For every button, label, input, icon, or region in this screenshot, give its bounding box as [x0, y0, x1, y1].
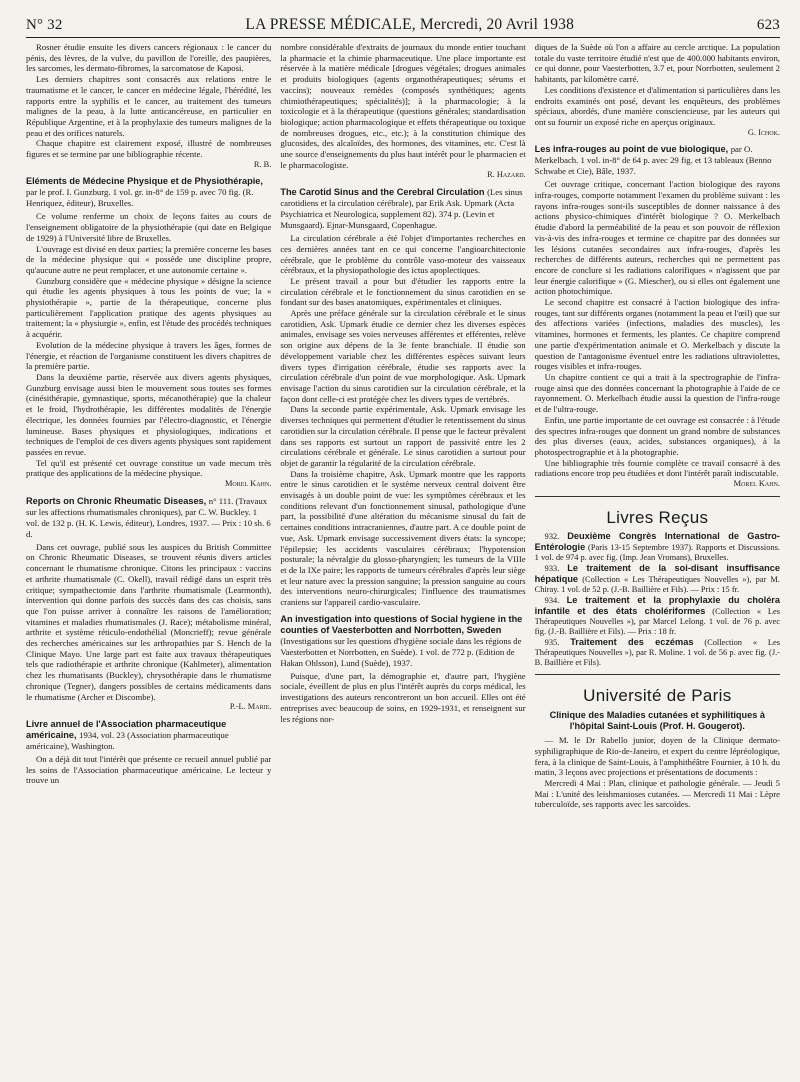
column-right: [535, 42, 780, 810]
paragraph: Rosner étudie ensuite les divers cancers régionaux : le cancer du pénis, des lèvres, de la vulve, du pavillon de l'oreille, des paupières, les sarcomes, les dermato-fibromes, la sarcomatose de Kaposi.: [26, 42, 272, 74]
paragraph: Tel qu'il est présenté cet ouvrage constitue un vade mecum très pratique des applications de la médecine physique.: [26, 457, 272, 479]
review-title: Reports on Chronic Rheumatic Diseases,: [26, 495, 207, 506]
paragraph: Les conditions d'existence et d'alimentation si particulières dans les endroits examinés ont posé, devant les enquêteurs, des problèmes spéciaux, abordés, d'une manière consciencieuse, par les auteurs qui ont su fournir un exposé riche en aperçus originaux.: [534, 84, 780, 127]
text-columns: [26, 42, 780, 810]
review-title: The Carotid Sinus and the Cerebral Circulation: [280, 187, 485, 198]
book-details: (Collection « Les Thérapeutiques Nouvelles »), par M. Chiray. 1 vol. de 52 p. (J.-B. Baillière et Fils). — Prix : 15 fr.: [534, 575, 780, 595]
review-reference: (Les sinus carotidiens et la circulation cérébrale), par Erik Ask. Upmark (Acta Psychiatrica et Neurologica, supplement 82). 374 p. (Levin et Munsgaard). Ejnar-Munsgaard, Copenhague.: [280, 187, 523, 231]
section-heading-livres: Livres Reçus: [606, 507, 709, 527]
paragraph: Dans la deuxième partie, réservée aux divers agents physiques, Gunzburg envisage aussi bien le mouvement sous toutes ses formes (cinésithérapie, gymnastique, sports, mécanothérapie) que la chaleur et le froid, l'hydrothérapie, les différentes modalités de l'énergie électrique, les données fournies par l'électro-diagnostic, et l'énergie lumineuse. Bases physiques et physiologiques, indications et techniques de l'emploi de ces divers agents physiques sont rapidement passées en revue.: [26, 371, 272, 457]
paragraph: Puisque, d'une part, la démographie et, d'autre part, l'hygiène sociale, éveillent de plus en plus l'intérêt auprès du corps médical, les investigations des auteurs rencontreront un bon accueil. Elles ont été entreprises avec beaucoup de soins, en 1929-1931, et renseignent sur les régions nor-: [280, 670, 526, 724]
review-title: Livre annuel de l'Association pharmaceutique américaine,: [26, 718, 227, 740]
signature: Morel Kahn.: [224, 479, 272, 489]
section-rule: [535, 674, 780, 675]
journal-title: LA PRESSE MÉDICALE, Mercredi, 20 Avril 1938: [245, 16, 575, 33]
paragraph: Evolution de la médecine physique à travers les âges, formes de l'énergie, et réaction de l'organisme constituent les divers chapitres de la première partie.: [26, 339, 272, 372]
signature: G. Ichok.: [747, 127, 780, 137]
paragraph: Chaque chapitre est clairement exposé, illustré de nombreuses figures et se termine par une bibliographie récente.: [26, 138, 272, 160]
signature: P.-L. Marie.: [229, 702, 272, 712]
paragraph: Dans cet ouvrage, publié sous les auspices du British Committee on Chronic Rheumatic Diseases, se trouvent réunis divers articles concernant le rhumatisme chronique. Citons les principaux : vaccins et arthrite rhumatismale (C. Okell), travail rédigé dans un esprit très critique; sympathectomie dans l'arthrite rhumatismale (Learmonth), intervention qui donne parfois des succès dans des cas choisis, sans que l'on puisse arriver à connaître les raisons de l'amélioration; vitamines et maladies rhumatismales (J. Race); métabolisme minéral, arthrite et système réticulo-endothélial (Moncrieff); revue générale des recherches américaines sur les arthropathies par S. Hench de la Clinique Mayo. Une large part est faite aux travaux thérapeutiques tels que radiothérapie et arthrite chronique (Kahlmeter), alimentation chez les rhumatisants (Buckley), chrysothérapie dans le rhumatisme chronique (Tegner), dangers possibles de certains médicaments dans le rhumatisme (Archer et Discombe).: [26, 541, 272, 702]
book-title: Deuxième Congrès International de Gastro-Entérologie: [534, 531, 780, 553]
paragraph: On a déjà dit tout l'intérêt que présente ce recueil annuel publié par les soins de l'Association pharmaceutique américaine. Le lecteur y trouve un: [26, 753, 272, 786]
review-reference: par le prof. I. Gunzburg. 1 vol. gr. in-8° de 159 p. avec 70 fig. (R. Henriquez, éditeur), Bruxelles.: [26, 187, 254, 209]
review-heading: [26, 719, 271, 752]
book-number: 934.: [544, 596, 560, 606]
paragraph: — M. le Dr Rabello junior, doyen de la Clinique dermato-syphiligraphique de Rio-de-Janeiro, et expert du centre lépréologique, fera, à la clinique de Saint-Louis, à l'amphithéâtre Fournier, à 10 h. du matin, 3 leçons avec projections et présentations de documents :: [534, 735, 780, 778]
paragraph: Une bibliographie très fournie complète ce travail consacré à des radiations encore trop peu étudiées et dont l'intérêt paraît indiscutable.: [534, 457, 780, 479]
paragraph: Le présent travail a pour but d'étudier les rapports entre la circulation cérébrale et le fonctionnement du sinus carotidien en se fondant sur des bases anatomiques, expérimentales et cliniques.: [280, 275, 526, 308]
book-entry: [535, 531, 780, 563]
review-title: Eléments de Médecine Physique et de Physiothérapie,: [26, 176, 263, 187]
review-heading: [535, 144, 780, 177]
paragraph: Enfin, une partie importante de cet ouvrage est consacrée : à l'étude des spectres infra-rouges que donnent un grand nombre de substances des plus diverses (eaux, acides, substances organiques), à la photospectrographie et à la photographie.: [534, 414, 780, 457]
book-entry: [535, 637, 780, 668]
page-number: 623: [756, 17, 780, 33]
paragraph: diques de la Suède où l'on a affaire au cercle arctique. La population totale du vaste territoire étudié n'est que de 400.000 habitants environ, ce qui donne, pour Vaesterbotten, 3.7 et, pour Norrbotten, seulement 2 habitants, par kilomètre carré.: [534, 42, 780, 85]
review-title: An investigation into questions of Social hygiene in the counties of Vaesterbotten and Norrbotten, Sweden: [280, 613, 523, 635]
paragraph: La circulation cérébrale a été l'objet d'importantes recherches en ces dernières années tant en ce qui concerne l'angioarchitectonie cérébrale, que le problème du contrôle vaso-moteur des vaisseaux cérébraux, et la physiopathologie des ictus apoplectiques.: [280, 233, 526, 276]
paragraph: nombre considérable d'extraits de journaux du monde entier touchant la pharmacie et la chimie pharmaceutique. Une place importante est réservée à la matière médicale [drogues végétales; drogues animales et produits biologiques (agents organothérapeutiques; sérums et vaccins); nouveaux remèdes (composés synthétiques; agents chimiothérapeutiques; spécialités)]; à la pharmacologie; à la toxicologie et à la thérapeutique (questions générales; standardisation biologique; action pharmacologique et effets thérapeutique ou toxique de nombreuses drogues, etc., etc.); à la constitution chimique des glucosides, des alcaloïdes, des hormones, des vitamines, etc. C'est là une source d'enseignements du plus haut intérêt pour le pharmacien et le pharmacologiste.: [280, 42, 526, 170]
book-entry: [535, 563, 780, 595]
paragraph: L'ouvrage est divisé en deux parties; la première concerne les bases de la médecine physique qui « possède une discipline propre, qu'aucune autre ne peut remplacer, et une autonomie certaine ».: [26, 243, 272, 275]
paragraph: Le second chapitre est consacré à l'action biologique des infra-rouges, tant sur différents organes (notamment la peau et l'œil) que sur des affections variées (infections, maladies des muscles), les vitamines, hormones et ferments, les plantes. Ce chapitre comprend une partie d'expérimentation animale et O. Merkelbach y discute la question de l'antagonisme éventuel entre les radiations ultraviolettes, rouges visibles et infra-rouges.: [534, 297, 780, 372]
book-entry: [535, 595, 780, 637]
review-reference: 1934, vol. 23 (Association pharmaceutique américaine), Washington.: [26, 729, 229, 751]
book-title: Le traitement et la prophylaxie du choléra infantile et des états cholériformes: [534, 595, 780, 617]
header-rule: [26, 37, 780, 38]
paragraph: Après une préface générale sur la circulation cérébrale et le sinus carotidien, Ask. Upmark étudie ce dernier chez les diverses espèces animales, envisage ses voies nerveuses afférentes et efférentes, relève son origine aux dépens de la 3e fente branchiale. Il étudie son développement variable chez les différentes espèces suivant leurs divers types d'irrigation cérébrale, étudie ses rapports avec la circulation cérébrale d'un point de vue morphologique. Ask. Upmark envisage l'action du sinus carotidien sur la circulation cérébrale, et la façon dont celle-ci est protégée chez les divers types de vertébrés.: [280, 308, 526, 404]
review-heading: [280, 614, 525, 669]
page-header: [26, 16, 780, 34]
paragraph: Cet ouvrage critique, concernant l'action biologique des rayons infra-rouges, comporte notamment l'examen du problème suivant : les rayons infra-rouges sont-ils susceptibles de donner naissance à des actions physico-chimiques d'intérêt biologique ? O. Merkelbach étudie d'abord la perméabilité de la peau et son pouvoir de réflexion vis-à-vis des infra-rouges et termine ce chapitre par des données sur les lésions cutanées secondaires aux infra-rouges, d'après les recherches de différents auteurs, recherches qui ne permettent pas encore de conclure si les radiations calorifiques « n'agissent que par leur énergie calorifique » (G. Miescher), ou si elles ont également une action photochimique.: [534, 179, 780, 297]
signature: Morel Kahn.: [733, 479, 780, 489]
issue-number: N° 32: [26, 17, 63, 33]
paragraph: Un chapitre contient ce qui a trait à la spectrographie de l'infra-rouge ainsi que des données concernant la photographie à l'aide de ce rayonnement. O. Merkelbach étudie aussi la question de l'infra-rouge et de l'ultra-rouge.: [534, 371, 780, 415]
paragraph: Mercredi 4 Mai : Plan, clinique et pathologie générale. — Jeudi 5 Mai : L'unité des leishmanioses cutanées. — Mercredi 11 Mai : Lèpre tuberculoïde, ses rapports avec les sarcoïdes.: [534, 777, 780, 810]
review-title: Les infra-rouges au point de vue biologique,: [534, 144, 729, 155]
column-left: [26, 42, 271, 786]
book-number: 933.: [544, 564, 560, 574]
review-reference: n° 111. (Travaux sur les affections rhumatismales chroniques), par C. W. Buckley. 1 vol. de 132 p. (H. K. Lewis, éditeur), Londres, 1937. — Prix : 10 sh. 6 d.: [26, 495, 271, 539]
signature: R. Hazard.: [487, 170, 526, 180]
book-number: 932.: [544, 532, 560, 542]
paragraph: Dans la seconde partie expérimentale, Ask. Upmark envisage les diverses techniques qui permettent d'étudier le retentissement du sinus carotidien sur la circulation cérébrale. Il pense que le facteur prévalent dans ses rapports est surtout un rapport de passivité entre les 2 circulations cérébrale et générale. Le sinus carotidien a surtout pour objet de garantir la régularité de la circulation cérébrale.: [280, 404, 526, 468]
signature: R. B.: [253, 159, 272, 169]
book-details: (Paris 13-15 Septembre 1937). Rapports et Discussions. 1 vol. de 974 p. avec fig. (Imp. Jean Vromans), Bruxelles.: [534, 543, 780, 563]
book-details: (Collection « Les Thérapeutiques Nouvelles »), par Marcel Lelong. 1 vol. de 76 p. avec fig. (J.-B. Baillière et Fils). — Prix : 18 fr.: [534, 607, 780, 637]
review-heading: [280, 187, 525, 231]
paragraph: Dans la troisième chapitre, Ask. Upmark montre que les rapports entre le sinus carotidien et le système nerveux central doivent être envisagés à un double point de vue: les symptômes cérébraux et les conditions relevant d'un fonctionnement sinusal, pathologique d'une part, la possibilité d'une altération du mécanisme sinusal du fait de certaines conditions intracraniennes, d'autre part. A ce double point de vue, Ask. Upmark envisage successivement divers états: la syncope; l'épilepsie; les accidents vasculaires cérébraux; l'hypotension posturale; la névralgie du glosso-pharyngien; les tumeurs de la VIIIe et de la IXe paire; les rapports de tumeurs cérébrales d'après leur siège et leur nature avec la pression sanguine; la pression sanguine au cours des interventions neuro-chirurgicales; l'influence des traumatismes craniens sur l'appareil cardio-vasculaire.: [280, 468, 526, 608]
paragraph: Les derniers chapitres sont consacrés aux relations entre le traumatisme et le cancer, le cancer en médecine légale, l'hérédité, les rapports entre la syphilis et le cancer, au traitement des tumeurs malignes de la peau, à la lutte anticancéreuse, en particulier en République Argentine, et à la prophylaxie des tumeurs malignes de la peau et des orifices naturels.: [26, 74, 272, 138]
book-number: 935.: [544, 638, 560, 648]
paragraph: Gunzburg considère que « médecine physique » désigne la science qui étudie les agents physiques à tous les points de vue; la « physiothérapie », partie de la thérapeutique, concerne plus particulièrement l'application pratique des agents physiques au traitement; la « physiurgie », enfin, est l'étude des procédés techniques à acquérir.: [26, 275, 272, 340]
review-reference: par O. Merkelbach. 1 vol. in-8° de 64 p. avec 29 fig. et 13 tableaux (Benno Schwabe et Cie), Bâle, 1937.: [534, 144, 772, 177]
books-received-list: [535, 531, 780, 668]
book-details: (Collection « Les Thérapeutiques Nouvelles »), par R. Moline. 1 vol. de 56 p. avec fig. (J.-B. Baillière et Fils).: [534, 638, 780, 668]
review-heading: [26, 496, 271, 540]
book-title: Traitement des eczémas: [570, 637, 694, 648]
section-rule: [535, 496, 780, 497]
review-reference: (Investigations sur les questions d'hygiène sociale dans les régions de Vaesterbotten et Norrbotten, en Suède). 1 vol. de 772 p. (Edition de Hakan Ohlsson), Lund (Suède), 1937.: [280, 635, 522, 668]
book-title: Le traitement de la soi-disant insuffisance hépatique: [534, 563, 780, 585]
section-heading-universite: Université de Paris: [583, 686, 732, 706]
review-heading: [26, 176, 271, 209]
course-title: Clinique des Maladies cutanées et syphilitiques à l'hôpital Saint-Louis (Prof. H. Gougerot).: [549, 710, 766, 732]
column-middle: [280, 42, 525, 724]
paragraph: Ce volume renferme un choix de leçons faites au cours de l'enseignement obligatoire de la physiothérapie (qui date en Belgique de 1929) à l'Université libre de Bruxelles.: [26, 211, 272, 243]
